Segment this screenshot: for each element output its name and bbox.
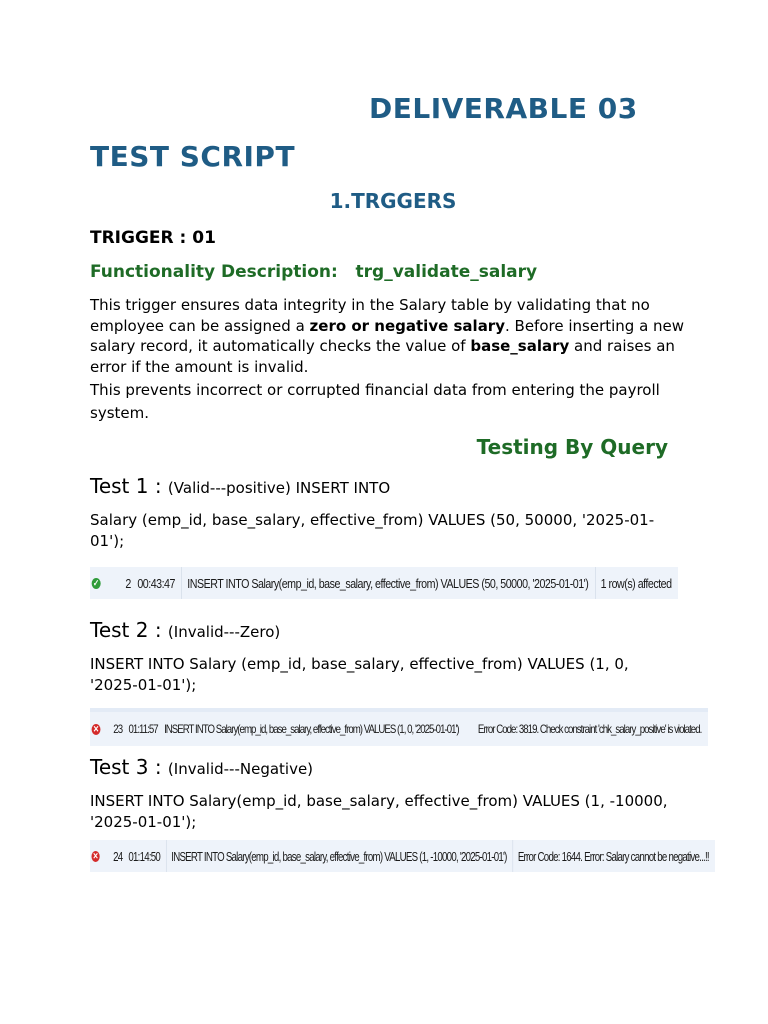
result-action: INSERT INTO Salary(emp_id, base_salary, effective_from) VALUES (1, -10000, '2025-01-01'): [171, 848, 507, 864]
test-heading: [90, 755, 313, 779]
description-text: . Before inserting a new salary record, it automatically checks the value of: [90, 316, 685, 355]
description-text: This trigger ensures data integrity in the Salary table by validating that no employee can be assigned a: [90, 296, 650, 335]
test-heading: [90, 474, 390, 498]
section-heading: 1.TRGGERS: [329, 189, 457, 213]
functionality-heading: Functionality Description: trg_validate_salary: [90, 262, 538, 282]
result-message: Error Code: 3819. Check constraint 'chk_salary_positive' is violated.: [477, 722, 702, 736]
test-heading: [90, 618, 280, 642]
test-label: Test 1 :: [90, 474, 168, 498]
test-label: Test 2 :: [90, 618, 168, 642]
description-bold-text: zero or negative salary: [309, 316, 505, 335]
test-label: Test 3 :: [90, 755, 168, 779]
description-paragraph-2: This prevents incorrect or corrupted financial data from entering the payroll system.: [90, 381, 660, 422]
result-action: INSERT INTO Salary(emp_id, base_salary, effective_from) VALUES (1, 0, '2025-01-01'): [164, 722, 459, 736]
result-row: [90, 840, 715, 872]
result-number: 24: [113, 848, 123, 864]
description-paragraph: [90, 295, 690, 377]
result-time: 01:14:50: [128, 848, 161, 864]
test-note: (Valid---positive) INSERT INTO: [167, 479, 391, 497]
test-sql: INSERT INTO Salary(emp_id, base_salary, effective_from) VALUES (1, -10000, '2025-01-01');: [90, 792, 668, 831]
error-circle-icon: ✕: [92, 850, 99, 861]
result-number: 23: [113, 722, 123, 736]
result-row: [90, 708, 708, 746]
test-note: (Invalid---Negative): [167, 760, 314, 778]
document-subtitle: TEST SCRIPT: [90, 140, 296, 173]
check-circle-icon: ✓: [93, 577, 100, 588]
test-sql: Salary (emp_id, base_salary, effective_from) VALUES (50, 50000, '2025-01-01');: [90, 511, 655, 550]
testing-heading: Testing By Query: [476, 435, 668, 459]
result-number: 2: [125, 575, 131, 591]
test-sql: INSERT INTO Salary (emp_id, base_salary, effective_from) VALUES (1, 0, '2025-01-01');: [90, 655, 629, 694]
result-action: INSERT INTO Salary(emp_id, base_salary, effective_from) VALUES (50, 50000, '2025-01-01'): [187, 575, 589, 591]
result-message: 1 row(s) affected: [600, 575, 672, 591]
error-circle-icon: ✕: [92, 723, 100, 734]
test-note: (Invalid---Zero): [167, 623, 281, 641]
result-time: 00:43:47: [137, 575, 175, 591]
description-text: and raises an error if the amount is invalid.: [90, 337, 675, 376]
result-row: [90, 567, 678, 599]
description-bold-text: base_salary: [470, 337, 570, 355]
result-time: 01:11:57: [128, 722, 158, 736]
result-message: Error Code: 1644. Error: Salary cannot be negative...!!: [517, 848, 709, 864]
trigger-heading: TRIGGER : 01: [90, 228, 216, 248]
document-title: DELIVERABLE 03: [369, 92, 638, 125]
